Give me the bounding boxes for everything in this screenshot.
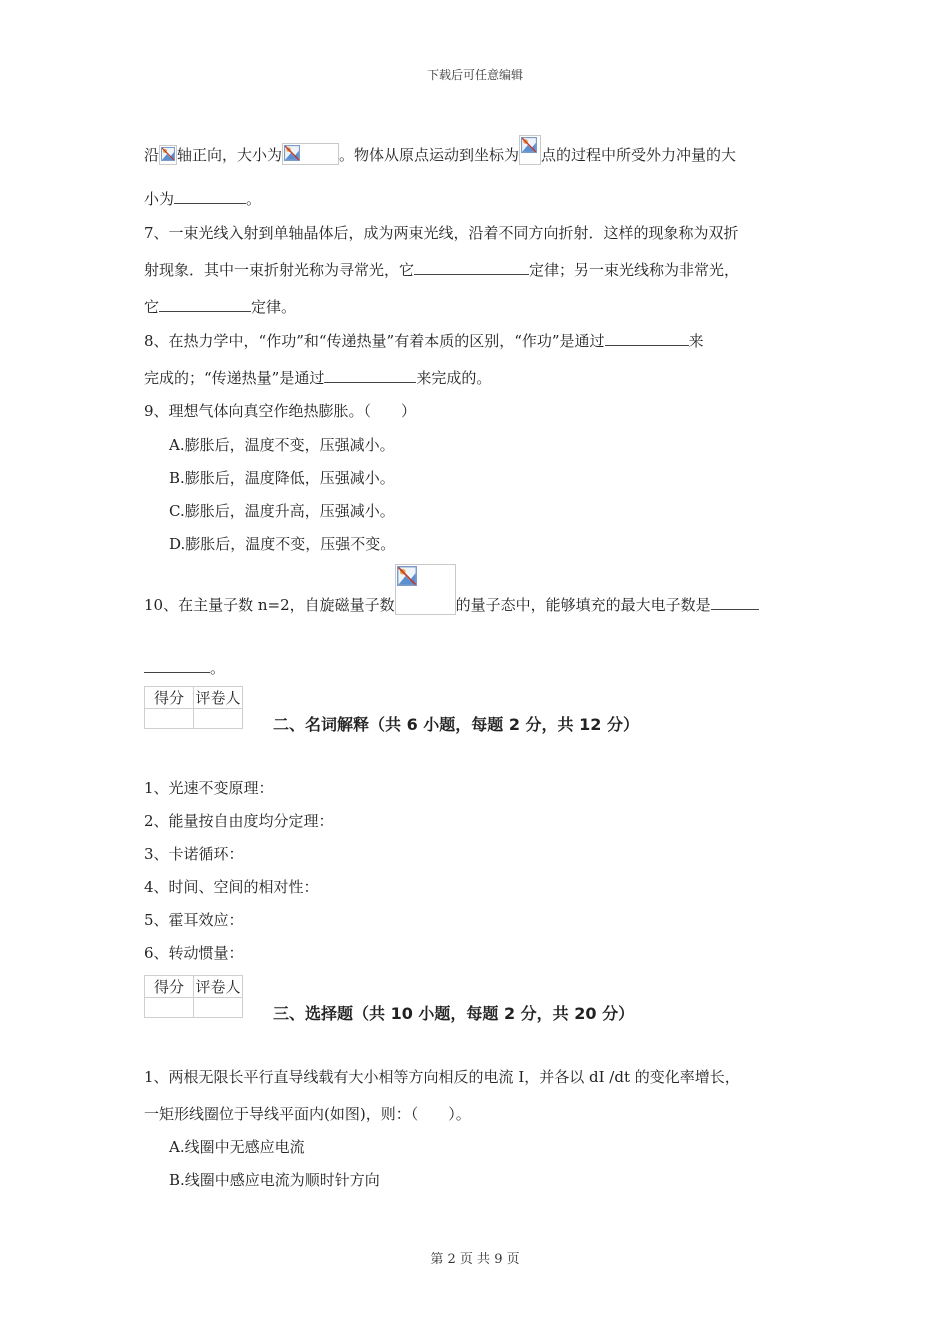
section-3-title: 三、选择题（共 10 小题，每题 2 分，共 20 分） <box>273 1004 635 1023</box>
q9-stem: 9、理想气体向真空作绝热膨胀。（ ） <box>144 402 417 420</box>
q7-line-3: 它 定律。 <box>144 298 297 316</box>
term-item: 4、时间、空间的相对性： <box>144 878 319 896</box>
s3-q1-option-b[interactable]: B.线圈中感应电流为顺时针方向 <box>169 1171 380 1189</box>
score-cell[interactable] <box>145 998 194 1018</box>
answer-blank[interactable] <box>174 189 246 204</box>
answer-blank[interactable] <box>144 658 210 673</box>
grader-label: 评卷人 <box>194 687 243 709</box>
broken-image-icon <box>159 145 177 165</box>
q9-option-d[interactable]: D.膨胀后，温度不变，压强不变。 <box>169 535 396 553</box>
answer-blank[interactable] <box>159 297 251 312</box>
q9-option-a[interactable]: A.膨胀后，温度不变，压强减小。 <box>169 436 395 454</box>
page-footer: 第 2 页 共 9 页 <box>430 1252 520 1267</box>
answer-blank[interactable] <box>605 331 689 346</box>
score-label: 得分 <box>145 687 194 709</box>
q10-line-2: 。 <box>144 658 225 678</box>
q9-option-b[interactable]: B.膨胀后，温度降低，压强减小。 <box>169 469 395 487</box>
answer-blank[interactable] <box>414 260 529 275</box>
term-item: 3、卡诺循环： <box>144 845 244 863</box>
term-item: 2、能量按自由度均分定理： <box>144 812 334 830</box>
section-2-title: 二、名词解释（共 6 小题，每题 2 分，共 12 分） <box>273 715 639 734</box>
q9-option-c[interactable]: C.膨胀后，温度升高，压强减小。 <box>169 502 395 520</box>
q8-line-2: 完成的；“传递热量”是通过 来完成的。 <box>144 369 492 387</box>
broken-image-icon <box>519 135 541 165</box>
score-cell[interactable] <box>145 709 194 729</box>
q10-line-1: 10、在主量子数 n=2，自旋磁量子数 的量子态中，能够填充的最大电子数是 <box>144 564 759 615</box>
q6-line-2: 小为 。 <box>144 190 262 208</box>
page-header: 下载后可任意编辑 <box>426 68 523 82</box>
q7-line-1: 7、一束光线入射到单轴晶体后，成为两束光线，沿着不同方向折射．这样的现象称为双折 <box>144 224 739 242</box>
s3-q1-option-a[interactable]: A.线圈中无感应电流 <box>169 1138 305 1156</box>
term-item: 6、转动惯量： <box>144 944 244 962</box>
grader-cell[interactable] <box>194 998 243 1018</box>
answer-blank[interactable] <box>324 368 416 383</box>
score-label: 得分 <box>145 976 194 998</box>
q7-line-2: 射现象．其中一束折射光称为寻常光，它 定律；另一束光线称为非常光， <box>144 261 740 279</box>
term-item: 5、霍耳效应： <box>144 911 244 929</box>
broken-image-icon <box>282 143 339 165</box>
s3-q1-line-2: 一矩形线圈位于导线平面内(如图)，则：（ ）。 <box>144 1105 471 1123</box>
grader-cell[interactable] <box>194 709 243 729</box>
s3-q1-line-1: 1、两根无限长平行直导线载有大小相等方向相反的电流 I，并各以 dI /dt 的变化率增长， <box>144 1068 740 1086</box>
term-item: 1、光速不变原理： <box>144 779 274 797</box>
q6-line-1: 沿 轴正向，大小为 。物体从原点运动到坐标为 点的过程中所受外力冲量的大 <box>144 135 736 165</box>
score-box <box>144 975 243 1018</box>
answer-blank[interactable] <box>711 595 759 610</box>
grader-label: 评卷人 <box>194 976 243 998</box>
broken-image-icon <box>395 564 456 615</box>
q8-line-1: 8、在热力学中，“作功”和“传递热量”有着本质的区别，“作功”是通过 来 <box>144 332 704 350</box>
score-box <box>144 686 243 729</box>
